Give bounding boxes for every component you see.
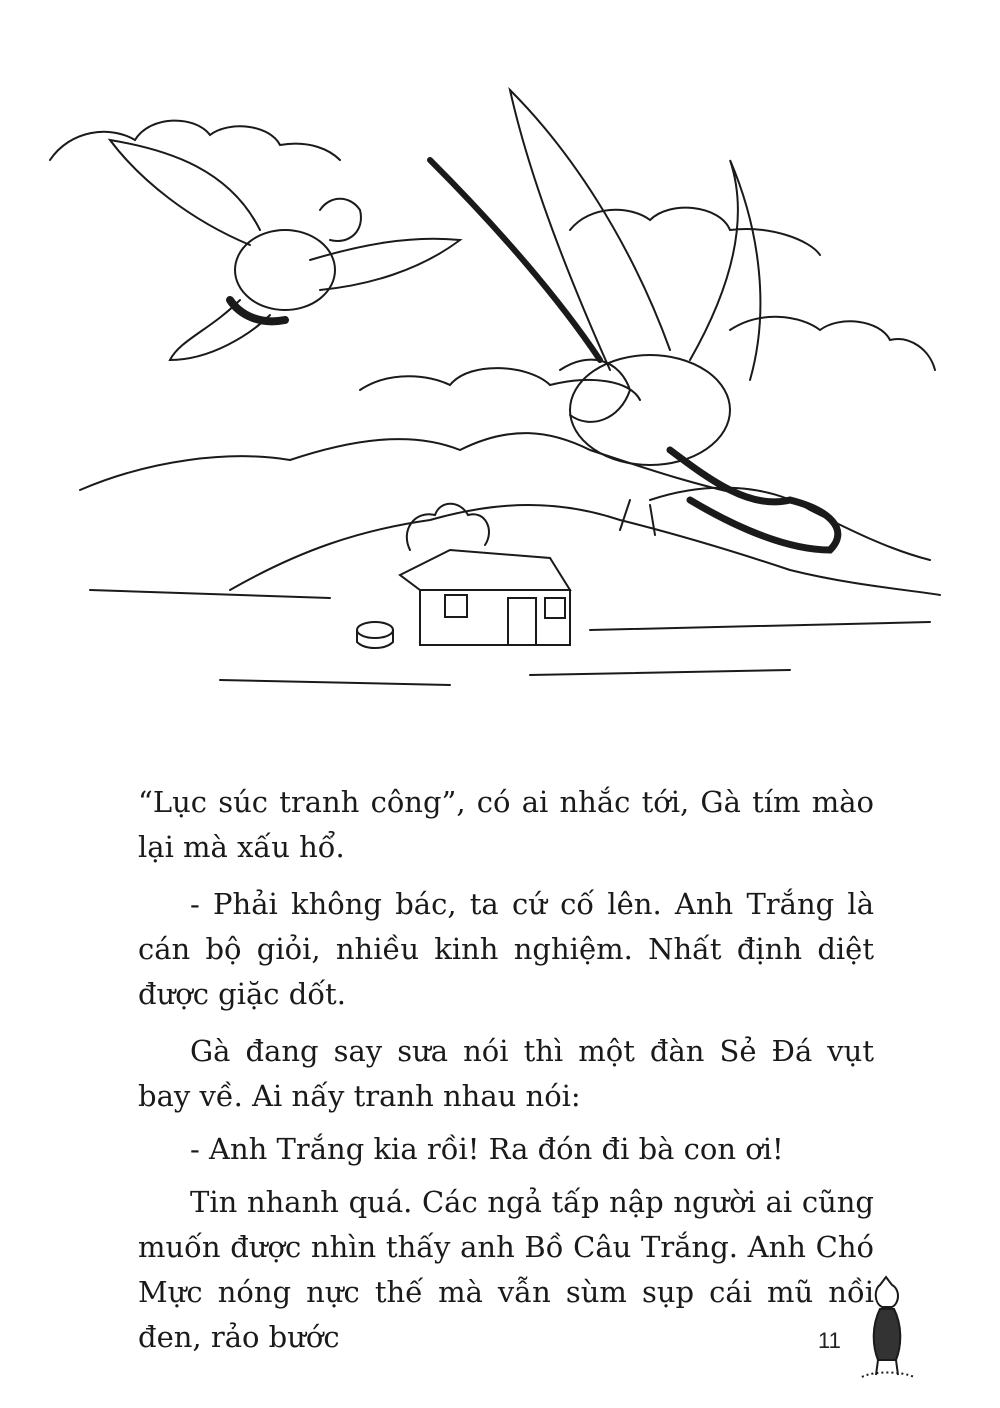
illustration-two-birds-over-hills (30, 30, 980, 710)
bird-right (430, 90, 838, 550)
illustration-svg (30, 30, 980, 710)
house-roof (400, 550, 570, 590)
bird-left (110, 140, 460, 360)
cloud-left (50, 121, 340, 160)
house-window (445, 595, 467, 617)
paragraph-1: “Lục súc tranh công”, có ai nhắc tới, Gà tím mào lại mà xấu hổ. (138, 785, 874, 864)
house-window-right (545, 598, 565, 618)
story-text (138, 780, 874, 1372)
ground-line (90, 590, 930, 685)
page-number: 11 (818, 1328, 841, 1353)
water-basin (357, 622, 393, 638)
cloud-right-top (570, 208, 820, 255)
mountain-range (80, 433, 770, 500)
paragraph-5: Tin nhanh quá. Các ngả tấp nập người ai cũng muốn được nhìn thấy anh Bồ Câu Trắng. Anh Chó Mực nóng nực thế mà vẫn sùm sụp cái mũ nồi đen, rảo bước (138, 1185, 874, 1354)
tree (407, 504, 489, 550)
paragraph-4: - Anh Trắng kia rồi! Ra đón đi bà con ơi! (190, 1132, 784, 1166)
paragraph-3: Gà đang say sưa nói thì một đàn Sẻ Đá vụt bay về. Ai nấy tranh nhau nói: (138, 1034, 874, 1113)
paragraph-2: - Phải không bác, ta cứ cố lên. Anh Trắng là cán bộ giỏi, nhiều kinh nghiệm. Nhất định diệt được giặc dốt. (138, 887, 874, 1011)
house-door (508, 598, 536, 645)
corner-character-icon (852, 1275, 922, 1385)
cloud-far-right (730, 317, 935, 370)
cloud-right-mid (360, 368, 640, 400)
